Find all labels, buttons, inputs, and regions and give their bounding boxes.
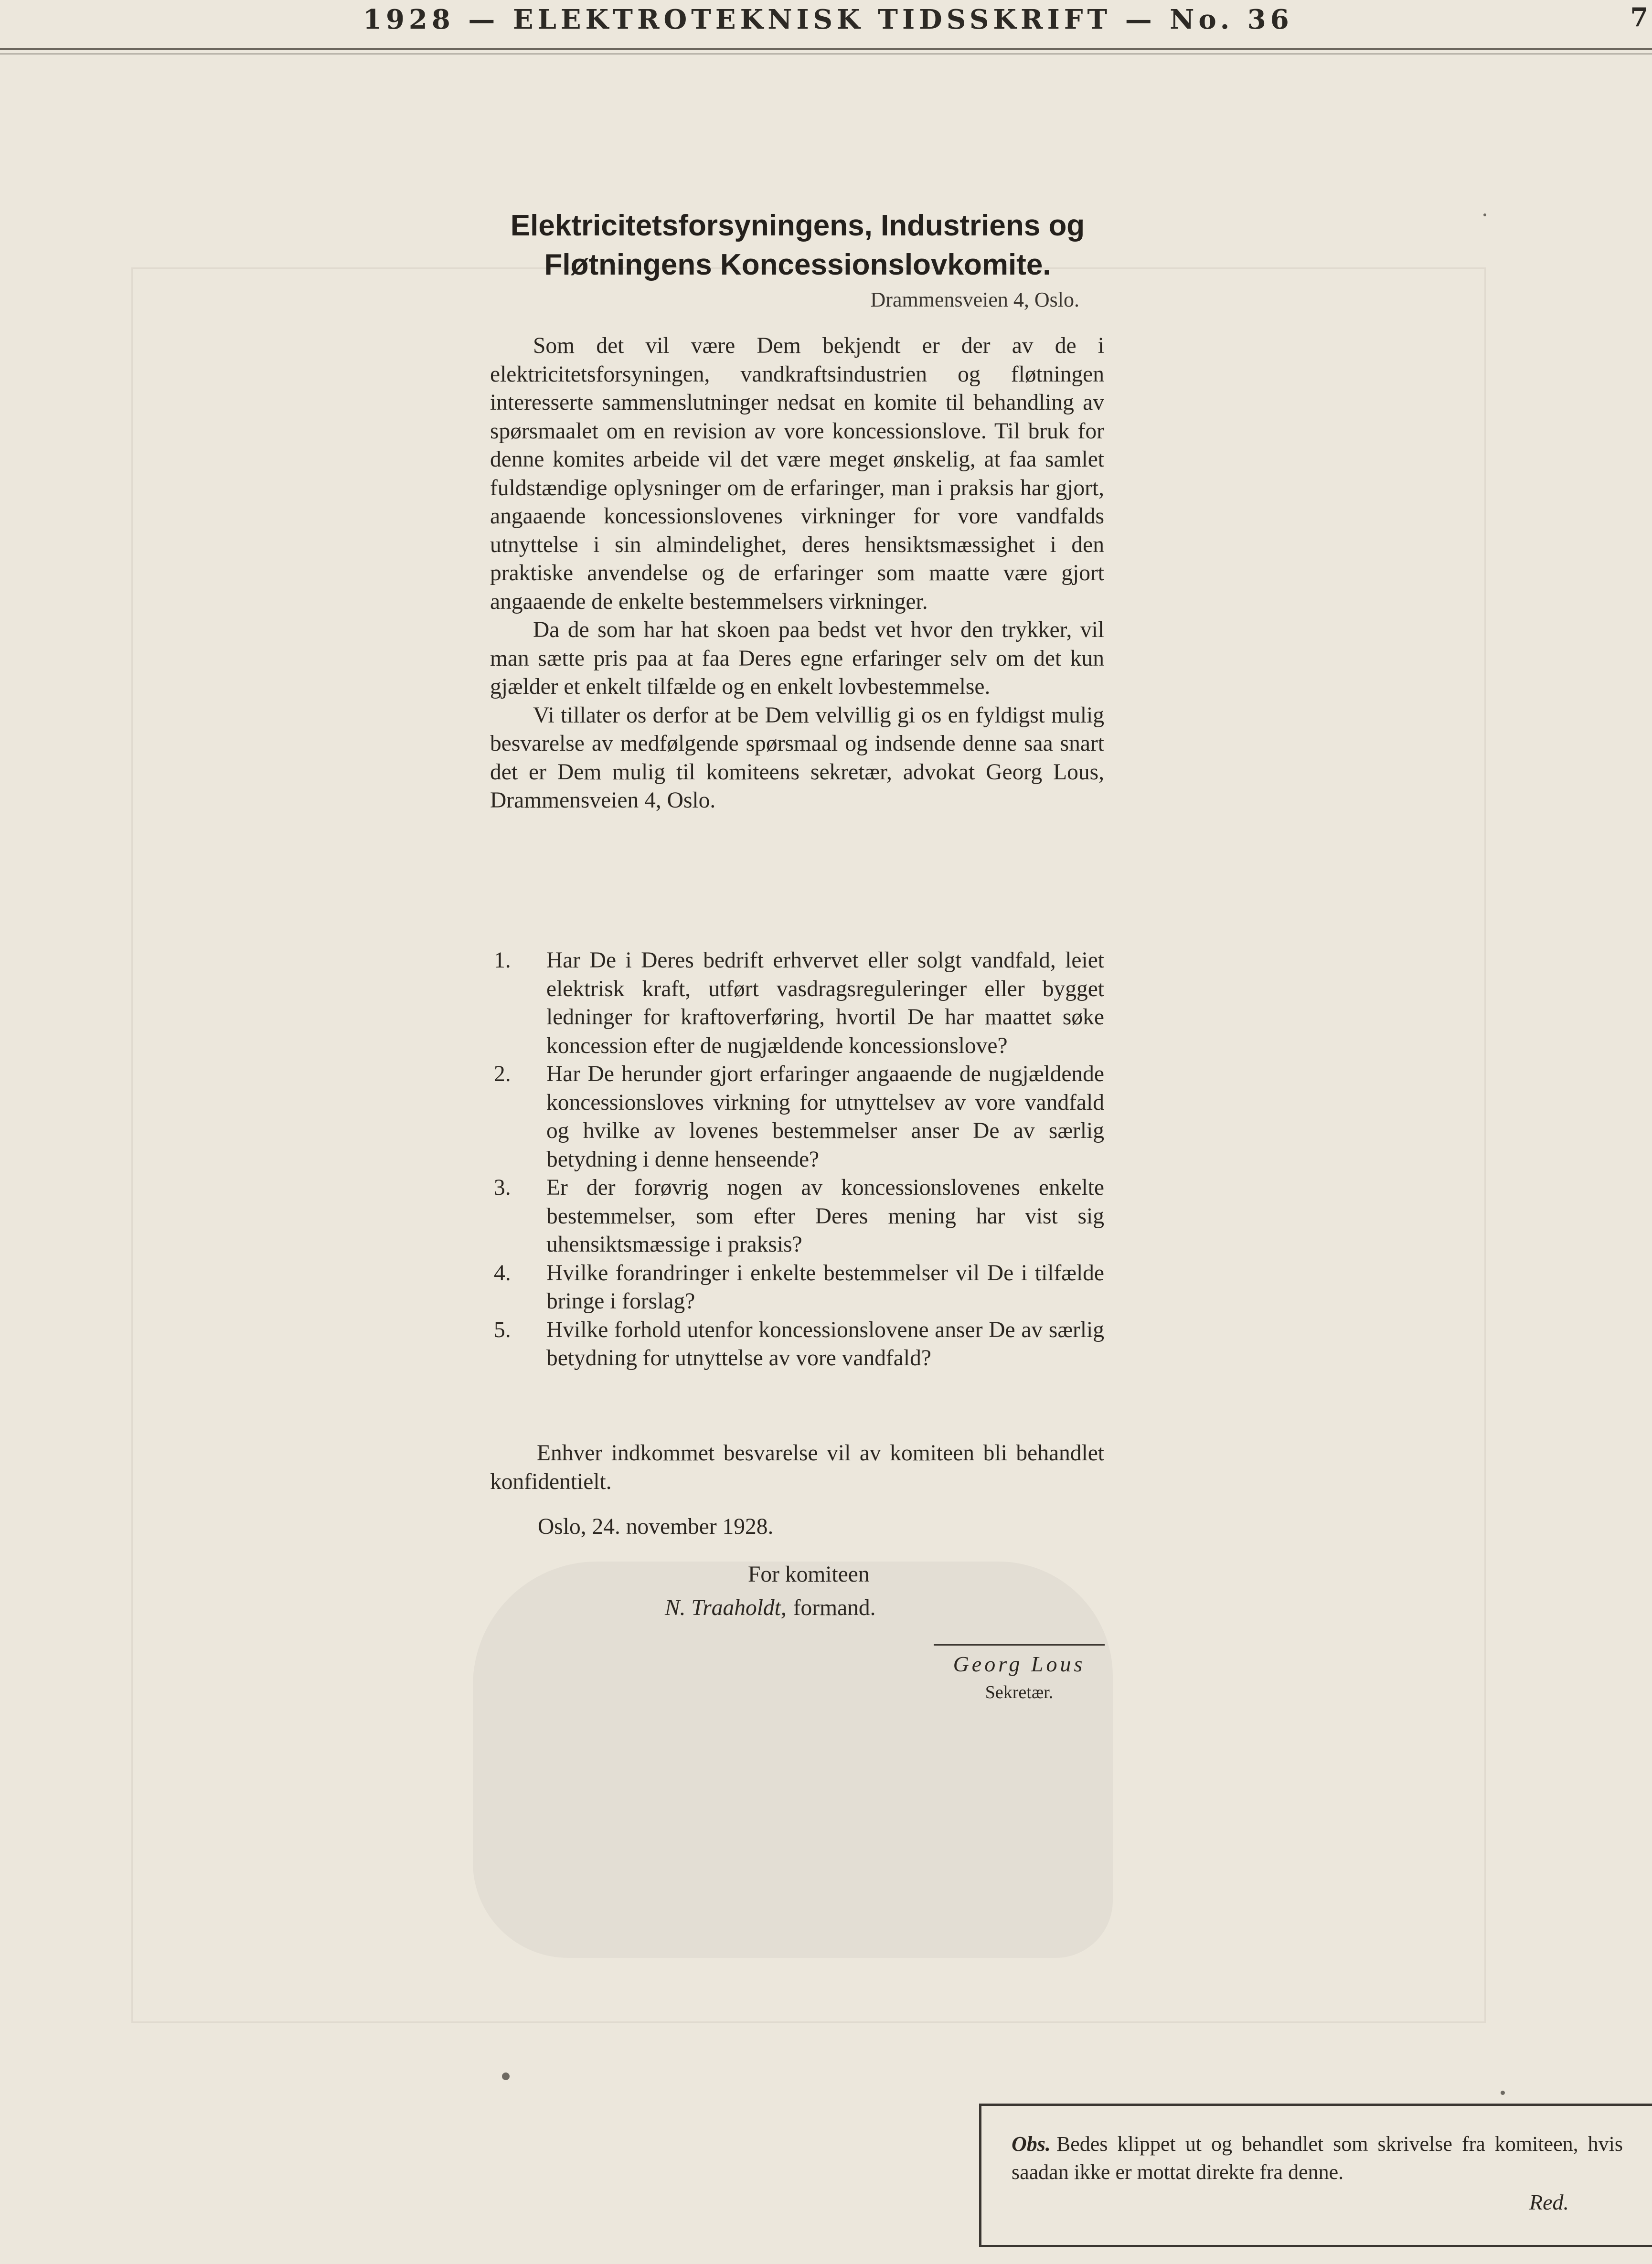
ink-speck bbox=[502, 2073, 510, 2080]
header-rule bbox=[0, 48, 1652, 50]
show-through-illustration bbox=[473, 1562, 1113, 1958]
chair-name: N. Traaholdt, bbox=[665, 1595, 787, 1620]
paragraph: Som det vil være Dem bekjendt er der av de i elektricitetsforsyningen, vandkraftsindustrien og fløtningen interesserte sammenslutninger nedsat en komite til behandling av spørsmaalet om en revision av vore koncessionslove. Til bruk for denne komites arbeide vil det være meget ønskelig, at faa samlet fuldstændige oplysninger om de erfaringer, man i praksis har gjort, angaaende koncessionslovenes virkninger for vore vandfalds utnyttelse i sin almindelighet, deres hensiktsmæssighet i den praktiske anvendelse og de erfaringer som maatte være gjort angaaende de enkelte bestemmelsers virkninger. bbox=[490, 333, 1104, 614]
question-text: Hvilke forandringer i enkelte bestemmelser vil De i tilfælde bringe i forslag? bbox=[546, 1260, 1104, 1314]
editor-note bbox=[1012, 2130, 1623, 2186]
question-item bbox=[490, 1174, 1104, 1259]
signature-rule bbox=[934, 1644, 1105, 1646]
question-number: 2. bbox=[494, 1062, 511, 1086]
heading-line-2: Fløtningens Koncessionslovkomite. bbox=[544, 248, 1051, 281]
note-text: Bedes klippet ut og behandlet som skrivelse fra komiteen, hvis saadan ikke er mottat direkte fra denne. bbox=[1012, 2132, 1623, 2184]
question-number: 1. bbox=[494, 948, 511, 973]
running-header: 1928 — ELEKTROTEKNISK TIDSSKRIFT — No. 36 bbox=[363, 4, 1293, 35]
question-item bbox=[490, 946, 1104, 1060]
question-item bbox=[490, 1316, 1104, 1373]
letter-address: Drammensveien 4, Oslo. bbox=[870, 288, 1079, 311]
closing-text: Enhver indkommet besvarelse vil av komiteen bli behandlet konfidentielt. bbox=[490, 1441, 1104, 1494]
secretary-title: Sekretær. bbox=[985, 1682, 1054, 1702]
question-text: Har De i Deres bedrift erhvervet eller solgt vandfald, leiet elektrisk kraft, utført vasdragsreguleringer eller bygget ledninger for kraftoverføring, hvortil De har maattet søke koncession efter de nugjældende koncessionslove? bbox=[546, 948, 1104, 1058]
note-signoff: Red. bbox=[1529, 2190, 1569, 2214]
page-number: 7 bbox=[1630, 2, 1648, 32]
letter-body bbox=[490, 332, 1104, 815]
question-text: Er der forøvrig nogen av koncessionslovenes enkelte bestemmelser, som efter Deres mening har vist sig uhensiktsmæssige i praksis? bbox=[546, 1175, 1104, 1257]
question-number: 3. bbox=[494, 1175, 511, 1200]
chair-signature bbox=[665, 1595, 876, 1621]
question-number: 4. bbox=[494, 1260, 511, 1286]
questions-list bbox=[490, 946, 1104, 1373]
question-item bbox=[490, 1060, 1104, 1174]
paragraph: Da de som har hat skoen paa bedst vet hvor den trykker, vil man sætte pris paa at faa Deres egne erfaringer selv om det kun gjælder et enkelt tilfælde og en enkelt lovbestemmelse. bbox=[490, 617, 1104, 699]
question-text: Hvilke forhold utenfor koncessionslovene anser De av særlig betydning for utnyttelse av vore vandfald? bbox=[546, 1317, 1104, 1371]
chair-title: formand. bbox=[793, 1595, 876, 1620]
secretary-name: Georg Lous bbox=[953, 1652, 1086, 1676]
letter-heading bbox=[478, 206, 1118, 285]
note-obs-label: Obs. bbox=[1012, 2132, 1051, 2156]
dateline: Oslo, 24. november 1928. bbox=[538, 1514, 774, 1539]
question-text: Har De herunder gjort erfaringer angaaende de nugjældende koncessionsloves virkning for utnyttelsev av vore vandfald og hvilke av lovenes bestemmelser anser De av særlig betydning i denne henseende? bbox=[546, 1062, 1104, 1172]
for-committee: For komiteen bbox=[748, 1562, 870, 1587]
header-rule-thin bbox=[0, 53, 1652, 54]
question-item bbox=[490, 1259, 1104, 1316]
question-number: 5. bbox=[494, 1317, 511, 1342]
heading-line-1: Elektricitetsforsyningens, Industriens og bbox=[510, 209, 1085, 242]
closing-paragraph bbox=[490, 1439, 1104, 1496]
paragraph: Vi tillater os derfor at be Dem velvillig gi os en fyldigst mulig besvarelse av medfølgende spørsmaal og indsende denne saa snart det er Dem mulig til komiteens sekretær, advokat Georg Lous, Drammensveien 4, Oslo. bbox=[490, 702, 1104, 813]
ink-speck bbox=[1501, 2091, 1505, 2095]
ink-speck bbox=[1483, 213, 1486, 216]
